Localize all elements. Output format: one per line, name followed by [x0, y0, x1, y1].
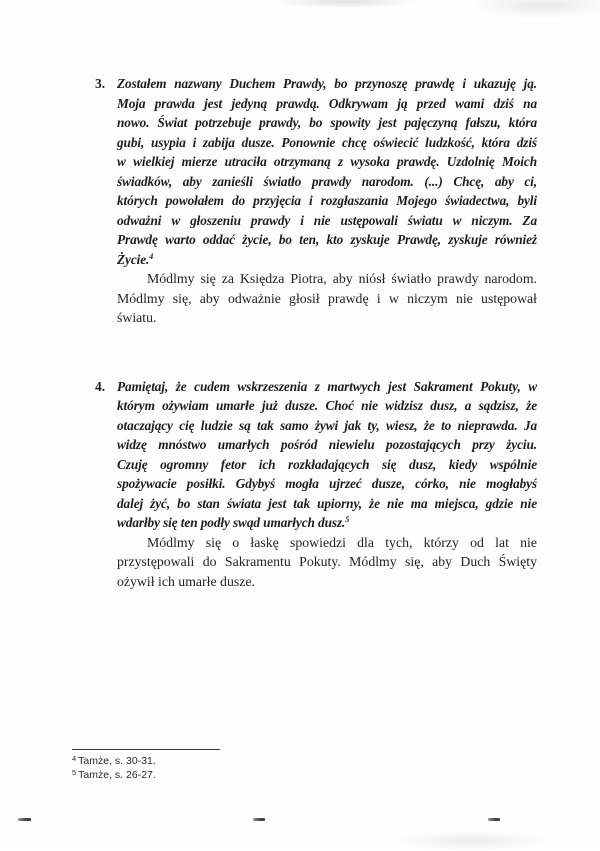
scan-mark-bottom-center [253, 818, 265, 821]
item-number: 3. [95, 76, 106, 91]
body-line: świadków, aby zanieśli światło prawdy narodom. (...) Chcę, aby ci, [117, 173, 537, 189]
item-number: 4. [95, 378, 106, 394]
body-line: gubi, usypia i zabija dusze. Ponownie chcę oświecić ludzkość, która dziś [117, 134, 537, 150]
body-last-line-text: wdarłby się ten podły swąd umarłych dusz. [117, 515, 346, 530]
footnote-text: Tamże, s. 30-31. [78, 755, 156, 768]
footnote-4 [72, 755, 302, 769]
body-last-line-text: Życie. [117, 251, 150, 267]
body-line: Moja prawda jest jedyną prawdą. Odkrywam ją przed wami dziś na [117, 95, 537, 111]
body-line: spożywacie posiłki. Gdybyś mogła ujrzeć dusze, córko, nie mogłabyś [117, 476, 537, 491]
scan-smudge-top-right [468, 0, 600, 18]
footnote-reference-5: 5 [345, 515, 350, 524]
body-line: dalej żyć, bo stan świata jest tak upiorny, że nie ma miejsca, gdzie nie [117, 495, 537, 511]
list-item-4 [95, 377, 537, 592]
scan-smudge-top-center [272, 0, 422, 8]
body-line: Prawdę warto oddać życie, bo ten, kto zyskuje Prawdę, zyskuje również [117, 232, 537, 247]
prayer-paragraph [117, 269, 537, 328]
body-line: których powołałem do przyjęcia i rozgłaszania Mojego świadectwa, byli [117, 193, 537, 208]
footnote-number: 5 [72, 767, 77, 777]
body-line: widzę mnóstwo umarłych pośród niewielu pozostających przy życiu. [117, 437, 537, 452]
footnote-5 [72, 769, 302, 783]
body-last-line [117, 250, 537, 270]
scan-smudge-bottom-right [392, 831, 552, 851]
prayer-last-line: światu. [117, 310, 157, 325]
body-line: Czuję ogromny fetor ich rozkładających się dusz, kiedy wspólnie [117, 456, 537, 472]
body-line: Zostałem nazwany Duchem Prawdy, bo przynoszę prawdę i ukazuję ją. [117, 76, 537, 91]
prayer-line: Módlmy się za Księdza Piotra, aby niósł światło prawdy narodom. [147, 271, 537, 286]
prayer-line: przystępowali do Sakramentu Pokuty. Módlmy się, aby Duch Święty [117, 554, 537, 569]
item-body [117, 74, 537, 269]
body-line: w wielkiej mierze utraciła otrzymaną z wysoka prawdę. Uzdolnię Moich [117, 154, 537, 169]
list-item-3 [95, 74, 537, 328]
body-line: otaczający cię ludzie są tak samo żywi jak ty, wiesz, że to nieprawda. Ja [117, 417, 537, 433]
footnote-number: 4 [72, 754, 77, 764]
prayer-line: Módlmy się o łaskę spowiedzi dla tych, którzy od lat nie [147, 534, 537, 550]
body-line: odważni w głoszeniu prawdy i nie ustępowali światu w niczym. Za [117, 212, 537, 228]
body-line: którym ożywiam umarłe już dusze. Choć nie widzisz dusz, a sądzisz, że [117, 398, 537, 413]
footnote-reference-4: 4 [149, 251, 154, 261]
prayer-last-line: ożywił ich umarłe dusze. [117, 573, 255, 589]
scan-mark-bottom-left [18, 818, 31, 821]
prayer-paragraph [117, 533, 537, 592]
prayer-line: Módlmy się, aby odważnie głosił prawdę i w niczym nie ustępował [117, 290, 537, 306]
text-column [95, 74, 537, 591]
body-line: nowo. Świat potrzebuje prawdy, bo spowity jest pajęczyną fałszu, która [117, 115, 537, 130]
body-last-line [117, 513, 537, 533]
footnote-separator-rule [72, 749, 220, 750]
footnote-text: Tamże, s. 26-27. [78, 768, 156, 781]
body-line: Pamiętaj, że cudem wskrzeszenia z martwych jest Sakrament Pokuty, w [117, 378, 537, 394]
footnotes-block [72, 749, 302, 782]
scan-mark-bottom-right [488, 818, 500, 821]
item-body [117, 377, 537, 533]
